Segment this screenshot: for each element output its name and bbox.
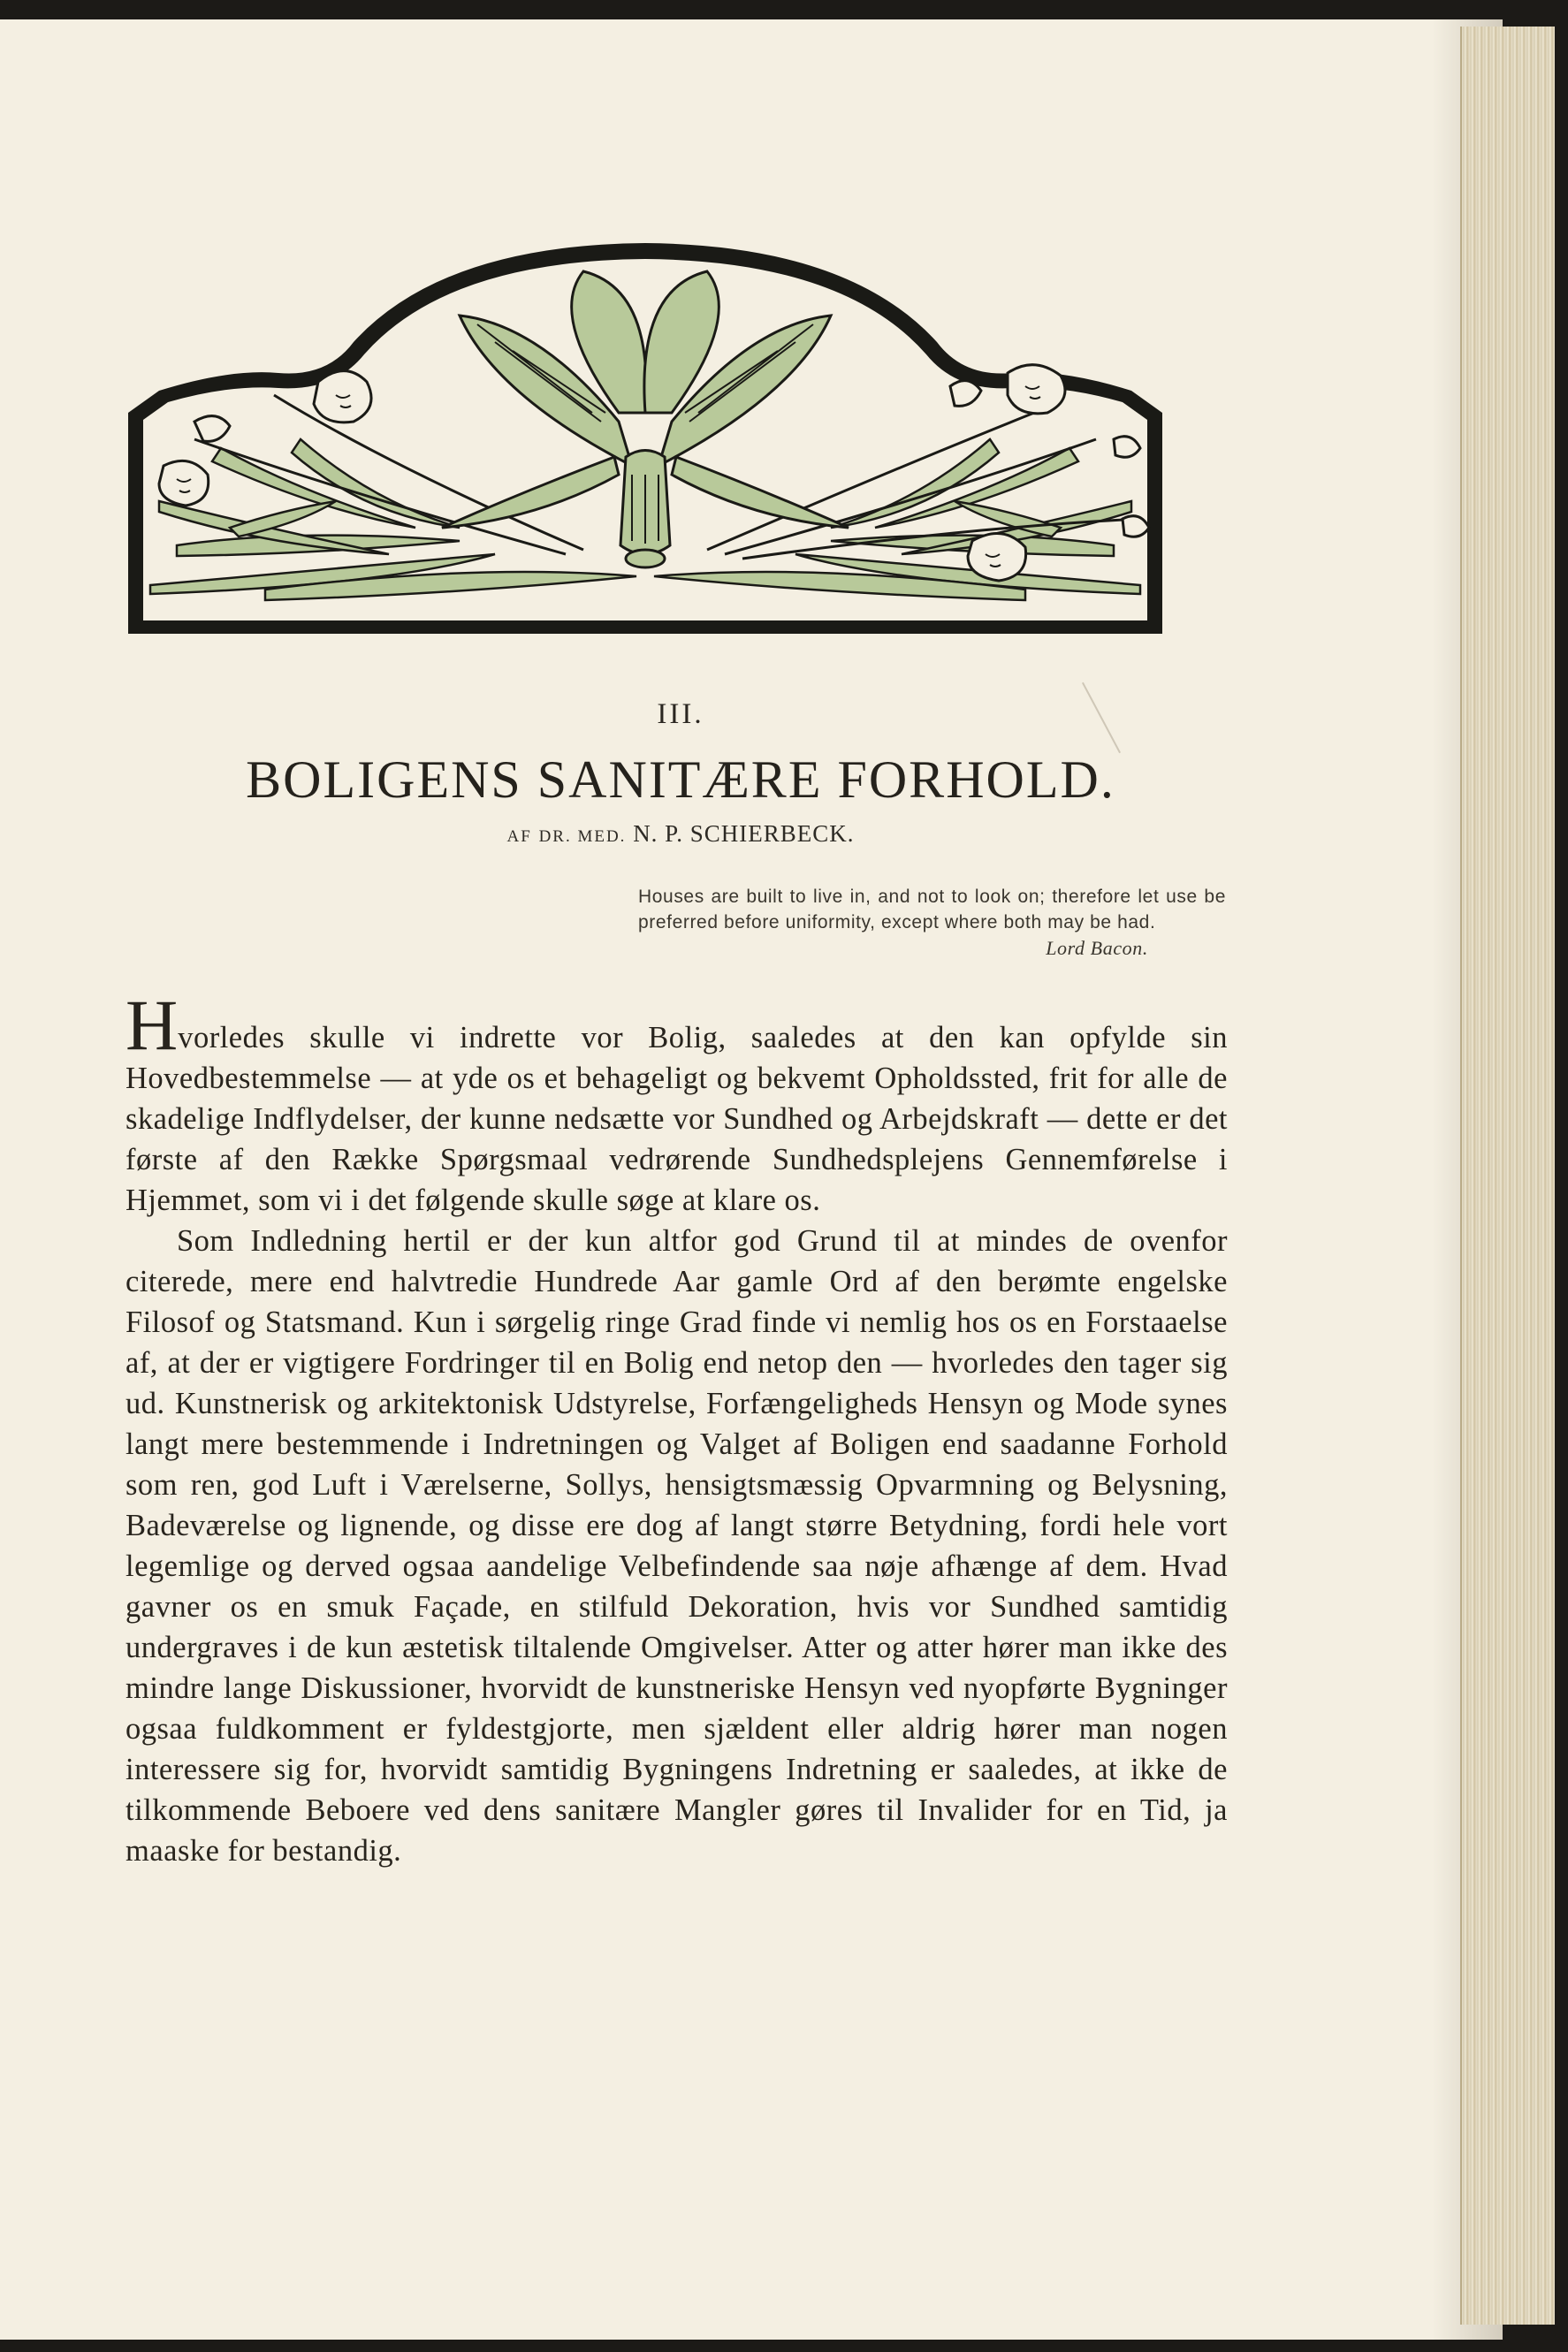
chapter-number: III. (657, 698, 704, 730)
chapter-title: BOLIGENS SANITÆRE FORHOLD. (246, 750, 1115, 809)
paragraph-1-text: vorledes skulle vi indrette vor Bolig, saaledes at den kan opfylde sin Hovedbestemmelse — at yde os et behageligt og bekvemt Opholdssted, frit for alle de skadelige Indflydelser, der kunne nedsætte vor Sundhed og Arbejdskraft — dette er det første af den Række Spørgsmaal vedrørende Sundhedsplejens Gennemførelse i Hjemmet, som vi i det følgende skulle søge at klare os. (126, 1021, 1228, 1217)
epigraph-attribution: Lord Bacon. (1046, 937, 1148, 959)
book-page (0, 19, 1503, 2340)
paragraph-1 (126, 985, 1228, 1221)
floral-ribbon-headpiece (124, 236, 1167, 638)
byline-af: AF (506, 827, 532, 846)
epigraph-text: Houses are built to live in, and not to look on; therefore let use be preferred before uniformity, except where both may be had. (638, 887, 1226, 932)
paragraph-2: Som Indledning hertil er der kun altfor god Grund til at mindes de ovenfor citerede, mere end halvtredie Hundrede Aar gamle Ord af den berømte engelske Filosof og Statsmand. Kun i sørgelig ringe Grad finde vi nemlig hos os en Forstaaelse af, at der er vigtigere Fordringer til en Bolig end netop den — hvorledes den tager sig ud. Kunstnerisk og arkitektonisk Udstyrelse, Forfængeligheds Hensyn og Mode synes langt mere bestemmende i Indretningen og Valget af Boligen end saadanne Forhold som ren, god Luft i Værelserne, Sollys, hensigtsmæssig Opvarmning og Belysning, Badeværelse og lignende, og disse ere dog af langt større Betydning, fordi hele vort legemlige og derved ogsaa aandelige Velbefindende saa nøje afhænge af dem. Hvad gavner os en smuk Façade, en stilfuld Dekoration, hvis vor Sundhed samtidig undergraves i de kun æstetisk tiltalende Omgivelser. Atter og atter hører man ikke des mindre lange Diskussioner, hvorvidt de kunstneriske Hensyn ved nyopførte Bygninger ogsaa fuldkomment er fyldestgjorte, men sjældent eller aldrig hører man nogen interessere sig for, hvorvidt samtidig Bygningens Indretning er saaledes, at ikke de tilkommende Beboere ved dens sanitære Mangler gøres til Invalider for en Tid, ja maaske for bestandig. (126, 1224, 1228, 1868)
epigraph (638, 884, 1226, 961)
byline (0, 820, 1361, 848)
byline-degree: DR. MED. (538, 827, 627, 846)
byline-author: N. P. SCHIERBECK. (633, 820, 855, 847)
page-edges (1460, 27, 1555, 2325)
article-body (126, 985, 1228, 1871)
drop-cap: H (126, 985, 179, 1065)
